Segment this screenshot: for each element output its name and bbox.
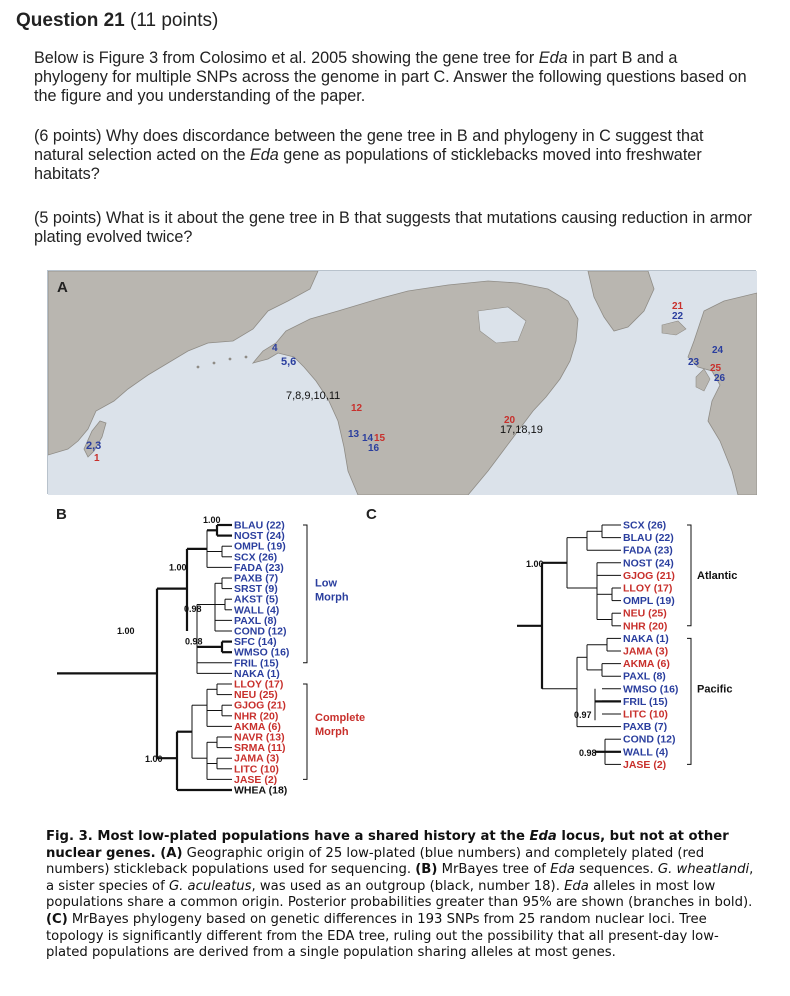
tree-b-taxon-label: OMPL (19) — [234, 540, 286, 553]
tree-b-taxon-label: JASE (2) — [234, 773, 278, 786]
question-points: (11 points) — [130, 10, 219, 31]
tree-c-taxon-label: JAMA (3) — [623, 645, 669, 658]
tree-b-taxon-label: LLOY (17) — [234, 678, 284, 691]
panel-label-b: B — [56, 506, 67, 523]
tree-c-support: 1.00 — [526, 558, 544, 569]
tree-c-taxon-label: NEU (25) — [623, 607, 667, 620]
complete-morph-bracket — [303, 684, 307, 779]
tree-c-taxon-label: PAXB (7) — [623, 721, 668, 734]
tree-b-taxon-label: NOST (24) — [234, 530, 285, 543]
map-label-7-11: 7,8,9,10,11 — [286, 390, 341, 402]
tree-b-taxon-label: NAKA (1) — [234, 667, 280, 680]
tree-c-taxon-label: NAKA (1) — [623, 632, 669, 645]
question-title — [16, 10, 218, 32]
map-label-22: 22 — [672, 311, 684, 322]
map-label-20: 20 — [504, 415, 516, 426]
complete-morph-label: Morph — [315, 725, 349, 738]
map-label-13: 13 — [348, 429, 360, 440]
tree-c-taxon-label: NOST (24) — [623, 557, 674, 570]
tree-c-taxon-label: WMSO (16) — [623, 683, 679, 696]
tree-b — [57, 515, 365, 797]
map-label-24: 24 — [712, 345, 724, 356]
tree-c-taxon-label: COND (12) — [623, 733, 676, 746]
tree-b-taxon-label: LITC (10) — [234, 763, 279, 776]
tree-c-taxon-label: PAXL (8) — [623, 670, 666, 683]
map-label-17-19: 17,18,19 — [500, 424, 543, 436]
figure-caption: Fig. 3. Most low-plated populations have a shared history at the Eda locus, but not at other nuclear genes. (A) Geographic origin of 25 low-plated (blue numbers) and completely plated (red numbers) stickleback populations used for sequencing. (B) MrBayes tree of Eda sequences. G. wheatlandi, a sister species of G. aculeatus, was used as an outgroup (black, number 18). Eda alleles in most low populations share a common origin. Posterior probabilities greater than 95% are shown (branches in bold). (C) MrBayes phylogeny based on genetic differences in 193 SNPs from 25 random nuclear loci. Tree topology is significantly different from the EDA tree, ruling out the possibility that all present-day low-plated populations are derived from a single population sharing alleles at most genes. — [46, 829, 754, 961]
tree-b-support: 0.98 — [184, 603, 202, 614]
trees-svg — [47, 495, 756, 815]
tree-b-support: 1.00 — [145, 754, 163, 765]
tree-c-taxon-label: FRIL (15) — [623, 695, 668, 708]
tree-b-taxon-label: BLAU (22) — [234, 519, 285, 532]
tree-b-taxon-label: WMSO (16) — [234, 646, 290, 659]
tree-b-taxon-label: NEU (25) — [234, 689, 278, 702]
low-morph-label: Low — [315, 577, 337, 590]
tree-c — [517, 520, 737, 771]
tree-b-support: 1.00 — [203, 515, 221, 525]
tree-b-taxon-label: GJOG (21) — [234, 699, 286, 712]
tree-b-taxon-label: NAVR (13) — [234, 731, 285, 744]
map-label-23: 23 — [688, 357, 700, 368]
tree-c-taxon-label: FADA (23) — [623, 544, 673, 557]
map-label-26: 26 — [714, 373, 726, 384]
tree-b-taxon-label: COND (12) — [234, 625, 287, 638]
pacific-bracket — [687, 638, 691, 764]
map-label-12: 12 — [351, 403, 363, 414]
panel-label-a: A — [57, 279, 68, 296]
tree-c-taxon-label: OMPL (19) — [623, 595, 675, 608]
map-image — [48, 271, 757, 495]
complete-morph-label: Complete — [315, 712, 366, 725]
map-label-4: 4 — [272, 343, 278, 354]
map-label-25: 25 — [710, 363, 722, 374]
tree-c-taxon-label: BLAU (22) — [623, 532, 674, 545]
atlantic-label: Atlantic — [697, 570, 738, 583]
tree-b-support: 0.98 — [185, 636, 203, 647]
tree-b-taxon-label: SFC (14) — [234, 636, 277, 649]
map-label-2-3: 2,3 — [86, 440, 102, 452]
pacific-label: Pacific — [697, 683, 733, 696]
tree-b-taxon-label: WHEA (18) — [234, 784, 288, 797]
tree-c-taxon-label: SCX (26) — [623, 519, 667, 532]
tree-c-taxon-label: LLOY (17) — [623, 582, 673, 595]
atlantic-bracket — [687, 525, 691, 626]
tree-b-taxon-label: WALL (4) — [234, 604, 280, 617]
tree-b-support: 1.00 — [117, 626, 135, 636]
map-label-16: 16 — [368, 443, 380, 454]
intro-paragraph: Below is Figure 3 from Colosimo et al. 2005 showing the gene tree for Eda in part B and a phylogeny for multiple SNPs across the genome in part C. Answer the following questions based on the figure and you understanding of the paper. — [34, 49, 747, 105]
map-label-1: 1 — [94, 453, 100, 464]
panel-label-c: C — [366, 506, 377, 523]
tree-b-taxon-label: SRMA (11) — [234, 742, 286, 755]
tree-c-taxon-label: JASE (2) — [623, 758, 667, 771]
tree-c-taxon-label: LITC (10) — [623, 708, 668, 721]
tree-b-taxon-label: JAMA (3) — [234, 752, 280, 765]
question-number: Question 21 — [16, 10, 125, 31]
map-label-14: 14 — [362, 433, 374, 444]
question-part-2: (5 points) What is it about the gene tree in B that suggests that mutations causing reduction in armor plating evolved twice? — [34, 209, 753, 246]
tree-b-taxon-label: AKST (5) — [234, 593, 279, 606]
figure-3 — [47, 270, 756, 815]
tree-c-support: 0.97 — [574, 710, 592, 720]
map-label-21: 21 — [672, 301, 684, 312]
tree-c-taxon-label: AKMA (6) — [623, 658, 670, 671]
map-label-15: 15 — [374, 433, 386, 444]
map-panel-a — [47, 270, 756, 494]
map-label-5-6: 5,6 — [281, 356, 297, 368]
tree-b-taxon-label: PAXB (7) — [234, 572, 279, 585]
tree-c-taxon-label: NHR (20) — [623, 620, 668, 633]
tree-b-taxon-label: AKMA (6) — [234, 720, 281, 733]
tree-c-taxon-label: WALL (4) — [623, 746, 669, 759]
tree-b-taxon-label: PAXL (8) — [234, 614, 277, 627]
tree-b-taxon-label: FADA (23) — [234, 561, 284, 574]
tree-b-taxon-label: FRIL (15) — [234, 657, 279, 670]
question-part-1: (6 points) Why does discordance between the gene tree in B and phylogeny in C suggest that natural selection acted on the Eda gene as populations of sticklebacks moved into freshwater habitats? — [34, 127, 704, 183]
tree-c-taxon-label: GJOG (21) — [623, 569, 675, 582]
tree-c-support: 0.98 — [579, 747, 597, 758]
tree-b-taxon-label: NHR (20) — [234, 710, 279, 723]
low-morph-bracket — [303, 525, 307, 663]
tree-b-taxon-label: SRST (9) — [234, 583, 278, 596]
tree-b-taxon-label: SCX (26) — [234, 551, 278, 564]
low-morph-label: Morph — [315, 591, 349, 604]
tree-b-support: 1.00 — [169, 562, 187, 573]
